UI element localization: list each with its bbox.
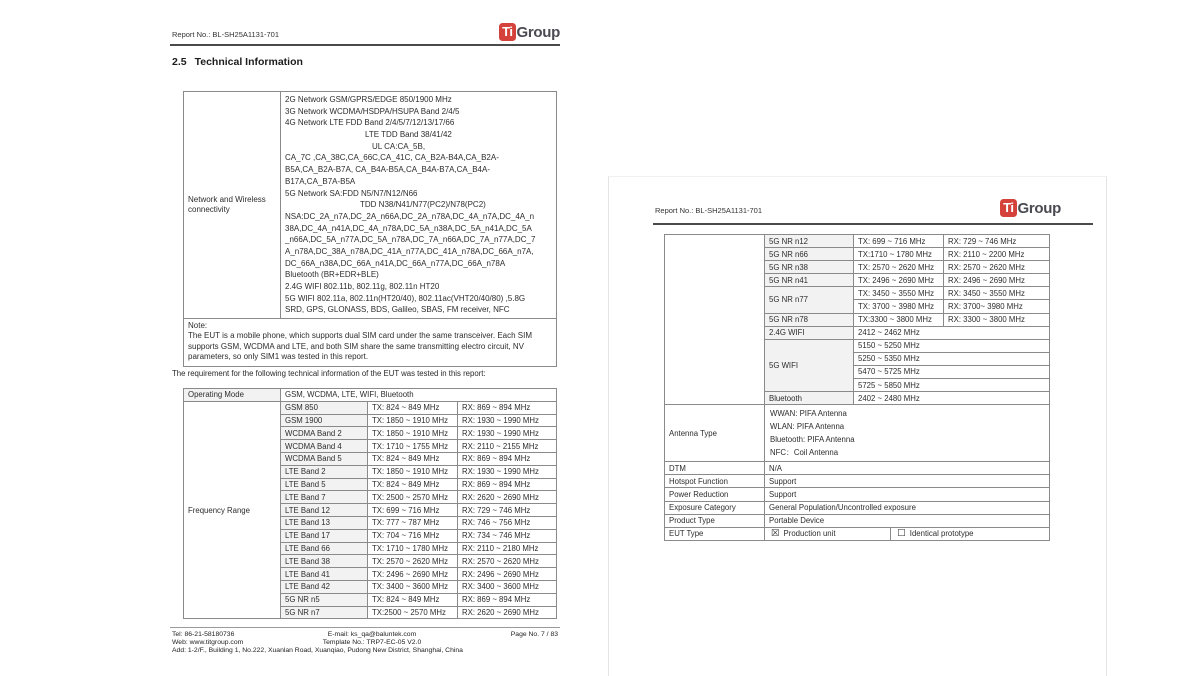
antenna-line: WLAN: PIFA Antenna	[770, 422, 845, 432]
band-cell: LTE Band 13	[281, 516, 368, 529]
info-value: N/A	[765, 462, 1050, 475]
connectivity-line: NSA:DC_2A_n7A,DC_2A_n66A,DC_2A_n78A,DC_4A_n7A,DC_4A_n	[285, 211, 535, 221]
tx-cell: TX: 2496 ~ 2690 MHz	[854, 274, 944, 287]
tx-cell: TX: 1710 ~ 1755 MHz	[368, 440, 458, 453]
footer-tel: Tel: 86-21-58180736	[172, 631, 235, 638]
eut-option-production-unit	[765, 528, 891, 540]
band-cell: 5G NR n5	[281, 593, 368, 606]
info-label: Power Reduction	[665, 488, 765, 501]
checkbox-unchecked-icon: ☐	[897, 527, 906, 539]
checkbox-checked-icon: ☒	[771, 527, 780, 539]
antenna-line: NFC：Coil Antenna	[770, 448, 839, 458]
tx-cell: TX: 699 ~ 716 MHz	[368, 504, 458, 517]
connectivity-line: B17A,CA_B7A-B5A	[285, 176, 356, 186]
tx-cell: TX: 1850 ~ 1910 MHz	[368, 465, 458, 478]
operating-mode-label: Operating Mode	[184, 389, 281, 402]
footer-page-number: Page No. 7 / 83	[510, 631, 558, 638]
tx-cell: TX: 824 ~ 849 MHz	[368, 593, 458, 606]
tx-cell: TX: 777 ~ 787 MHz	[368, 516, 458, 529]
footer-meta	[287, 631, 457, 647]
frequency-row	[665, 235, 1050, 248]
info-value: Support	[765, 475, 1050, 488]
requirement-text: The requirement for the following technical information of the EUT was tested in this report:	[172, 369, 486, 378]
eut-option-identical-prototype	[891, 528, 973, 540]
connectivity-line: 2G Network GSM/GPRS/EDGE 850/1900 MHz	[285, 95, 452, 104]
tx-cell: TX: 3400 ~ 3600 MHz	[368, 580, 458, 593]
eut-options-wrap	[765, 528, 1049, 540]
footer-address: Add: 1-2/F., Building 1, No.222, Xuanlan Road, Xuanqiao, Pudong New District, Shanghai, China	[172, 647, 463, 655]
frequency-range-continuation-cell	[665, 235, 765, 405]
footer-template-no: Template No.: TRP7-EC-05 V2.0	[322, 639, 422, 647]
info-label: Product Type	[665, 514, 765, 527]
tx-cell: TX:3300 ~ 3800 MHz	[854, 313, 944, 326]
connectivity-line: 2.4G WIFI 802.11b, 802.11g, 802.11n HT20	[285, 282, 440, 291]
band-cell: WCDMA Band 2	[281, 427, 368, 440]
rx-cell: RX: 2110 ~ 2200 MHz	[944, 248, 1050, 261]
rx-cell: RX: 3700~ 3980 MHz	[944, 300, 1050, 313]
tx-cell: TX: 824 ~ 849 MHz	[368, 401, 458, 414]
tx-cell: TX: 699 ~ 716 MHz	[854, 235, 944, 248]
rx-cell: RX: 869 ~ 894 MHz	[458, 593, 557, 606]
band-cell: LTE Band 12	[281, 504, 368, 517]
tx-cell: TX: 1850 ~ 1910 MHz	[368, 414, 458, 427]
range-value-cell: 5250 ~ 5350 MHz	[854, 352, 1050, 365]
connectivity-line: TDD N38/N41/N77(PC2)/N78(PC2)	[360, 200, 486, 210]
connectivity-line: DC_66A_n38A,DC_66A_n41A,DC_66A_n77A,DC_66A_n78A	[285, 258, 506, 268]
technical-information-table-continued	[664, 234, 1050, 541]
report-number: Report No.: BL-SH25A1131-701	[655, 206, 763, 215]
rx-cell: RX: 1930 ~ 1990 MHz	[458, 427, 557, 440]
note-cell	[184, 319, 557, 367]
rx-cell: RX: 3300 ~ 3800 MHz	[944, 313, 1050, 326]
logo-group-text: Group	[516, 23, 560, 41]
range-value-cell: 5470 ~ 5725 MHz	[854, 365, 1050, 378]
antenna-line: WWAN: PIFA Antenna	[770, 409, 847, 419]
info-row	[665, 405, 1050, 462]
band-cell: GSM 1900	[281, 414, 368, 427]
rx-cell: RX: 2620 ~ 2690 MHz	[458, 606, 557, 619]
rx-cell: RX: 2496 ~ 2690 MHz	[458, 568, 557, 581]
frequency-range-label: Frequency Range	[184, 401, 281, 619]
info-row	[665, 475, 1050, 488]
tx-cell: TX: 1710 ~ 1780 MHz	[368, 542, 458, 555]
header-divider	[653, 223, 1093, 225]
rx-cell: RX: 2496 ~ 2690 MHz	[944, 274, 1050, 287]
tx-cell: TX:2500 ~ 2570 MHz	[368, 606, 458, 619]
report-number: Report No.: BL-SH25A1131-701	[172, 30, 280, 39]
band-cell: 5G NR n41	[765, 274, 854, 287]
tx-cell: TX: 2570 ~ 2620 MHz	[368, 555, 458, 568]
connectivity-line: A_n78A,DC_38A_n78A,DC_41A_n77A,DC_41A_n78A,DC_66A_n7A,	[285, 246, 534, 256]
tx-cell: TX: 704 ~ 716 MHz	[368, 529, 458, 542]
frequency-range-table	[183, 388, 557, 619]
rx-cell: RX: 869 ~ 894 MHz	[458, 401, 557, 414]
info-row	[665, 488, 1050, 501]
antenna-line: Bluetooth: PIFA Antenna	[770, 435, 855, 445]
info-value: Portable Device	[765, 514, 1050, 527]
band-cell: LTE Band 2	[281, 465, 368, 478]
range-value-cell: 5150 ~ 5250 MHz	[854, 339, 1050, 352]
tx-cell: TX: 3700 ~ 3980 MHz	[854, 300, 944, 313]
note-title: Note:	[188, 321, 208, 331]
connectivity-line: B5A,CA_B2A-B7A, CA_B4A-B5A,CA_B4A-B7A,CA_B4A-	[285, 165, 490, 175]
connectivity-line: _n66A,DC_5A_n77A,DC_5A_n78A,DC_7A_n66A,DC_7A_n77A,DC_7	[285, 235, 536, 245]
band-cell: Bluetooth	[765, 392, 854, 405]
rx-cell: RX: 2110 ~ 2155 MHz	[458, 440, 557, 453]
tx-cell: TX:1710 ~ 1780 MHz	[854, 248, 944, 261]
report-page-7	[170, 0, 560, 675]
connectivity-line: 3G Network WCDMA/HSDPA/HSUPA Band 2/4/5	[285, 106, 460, 116]
tx-cell: TX: 2496 ~ 2690 MHz	[368, 568, 458, 581]
rx-cell: RX: 3450 ~ 3550 MHz	[944, 287, 1050, 300]
connectivity-row	[184, 92, 557, 319]
info-row	[665, 501, 1050, 514]
connectivity-values	[281, 92, 557, 319]
footer-divider	[170, 627, 560, 628]
connectivity-line: 5G WIFI 802.11a, 802.11n(HT20/40), 802.11ac(VHT20/40/80) ,5.8G	[285, 293, 526, 303]
section-title	[172, 56, 303, 68]
tx-cell: TX: 2500 ~ 2570 MHz	[368, 491, 458, 504]
band-cell: WCDMA Band 5	[281, 452, 368, 465]
band-cell: LTE Band 66	[281, 542, 368, 555]
rx-cell: RX: 2570 ~ 2620 MHz	[944, 261, 1050, 274]
tx-cell: TX: 2570 ~ 2620 MHz	[854, 261, 944, 274]
rx-cell: RX: 869 ~ 894 MHz	[458, 478, 557, 491]
connectivity-line: CA_7C ,CA_38C,CA_66C,CA_41C, CA_B2A-B4A,CA_B2A-	[285, 153, 499, 163]
info-label: Exposure Category	[665, 501, 765, 514]
logo-ti-mark: Ti	[1000, 199, 1016, 217]
rx-cell: RX: 734 ~ 746 MHz	[458, 529, 557, 542]
tigroup-logo	[1000, 199, 1061, 217]
band-cell: 5G NR n66	[765, 248, 854, 261]
info-row	[665, 462, 1050, 475]
section-title-text: Technical Information	[194, 56, 303, 68]
tx-cell: TX: 824 ~ 849 MHz	[368, 478, 458, 491]
band-cell: 5G NR n77	[765, 287, 854, 313]
frequency-row	[184, 401, 557, 414]
info-value: Support	[765, 488, 1050, 501]
rx-cell: RX: 729 ~ 746 MHz	[458, 504, 557, 517]
operating-mode-value: GSM, WCDMA, LTE, WIFI, Bluetooth	[281, 389, 557, 402]
band-cell: LTE Band 5	[281, 478, 368, 491]
rx-cell: RX: 729 ~ 746 MHz	[944, 235, 1050, 248]
connectivity-line: 5G Network SA:FDD N5/N7/N12/N66	[285, 188, 418, 198]
connectivity-line: 4G Network LTE FDD Band 2/4/5/7/12/13/17/66	[285, 118, 455, 128]
logo-ti-mark: Ti	[499, 23, 515, 41]
note-body: The EUT is a mobile phone, which supports dual SIM card under the same transceiver. Each SIM supports GSM, WCDMA and LTE, and both SIM share the same transmitting electro circuit, NV parameters, so only SIM1 was tested in this report.	[188, 331, 533, 362]
rx-cell: RX: 1930 ~ 1990 MHz	[458, 465, 557, 478]
info-value	[765, 405, 1050, 462]
band-cell: 5G NR n12	[765, 235, 854, 248]
note-row	[184, 319, 557, 367]
info-label: Antenna Type	[665, 405, 765, 462]
rx-cell: RX: 3400 ~ 3600 MHz	[458, 580, 557, 593]
band-cell: LTE Band 7	[281, 491, 368, 504]
rx-cell: RX: 2620 ~ 2690 MHz	[458, 491, 557, 504]
band-cell: 2.4G WIFI	[765, 326, 854, 339]
eut-option-label: Production unit	[783, 529, 836, 539]
connectivity-line: SRD, GPS, GLONASS, BDS, Galileo, SBAS, FM receiver, NFC	[285, 305, 510, 315]
range-value-cell: 2402 ~ 2480 MHz	[854, 392, 1050, 405]
header-divider	[170, 44, 560, 46]
connectivity-label: Network and Wireless connectivity	[184, 92, 281, 319]
tx-cell: TX: 824 ~ 849 MHz	[368, 452, 458, 465]
tigroup-logo	[499, 23, 560, 41]
rx-cell: RX: 869 ~ 894 MHz	[458, 452, 557, 465]
band-cell: 5G NR n78	[765, 313, 854, 326]
section-number: 2.5	[172, 56, 187, 68]
info-row	[665, 514, 1050, 527]
tx-cell: TX: 1850 ~ 1910 MHz	[368, 427, 458, 440]
connectivity-line: 38A,DC_4A_n41A,DC_4A_n78A,DC_5A_n38A,DC_5A_n41A,DC_5A	[285, 223, 532, 233]
connectivity-line: UL CA:CA_5B,	[372, 141, 426, 151]
connectivity-line: LTE TDD Band 38/41/42	[365, 130, 452, 140]
eut-option-label: Identical prototype	[909, 529, 974, 539]
rx-cell: RX: 2570 ~ 2620 MHz	[458, 555, 557, 568]
band-cell: LTE Band 38	[281, 555, 368, 568]
band-cell: LTE Band 17	[281, 529, 368, 542]
band-cell: 5G NR n38	[765, 261, 854, 274]
range-value-cell: 2412 ~ 2462 MHz	[854, 326, 1050, 339]
logo-group-text: Group	[1017, 199, 1061, 217]
operating-mode-row	[184, 389, 557, 402]
eut-type-options	[765, 527, 1050, 540]
band-cell: 5G NR n7	[281, 606, 368, 619]
info-label: DTM	[665, 462, 765, 475]
band-cell: LTE Band 42	[281, 580, 368, 593]
info-label: Hotspot Function	[665, 475, 765, 488]
tx-cell: TX: 3450 ~ 3550 MHz	[854, 287, 944, 300]
footer-web: Web: www.titgroup.com	[172, 639, 244, 647]
connectivity-line: Bluetooth (BR+EDR+BLE)	[285, 270, 379, 280]
band-cell: GSM 850	[281, 401, 368, 414]
footer-email: E-mail: ks_qa@baluntek.com	[327, 631, 417, 638]
technical-information-table	[183, 91, 557, 367]
range-value-cell: 5725 ~ 5850 MHz	[854, 379, 1050, 392]
band-cell: 5G WIFI	[765, 339, 854, 391]
rx-cell: RX: 2110 ~ 2180 MHz	[458, 542, 557, 555]
rx-cell: RX: 746 ~ 756 MHz	[458, 516, 557, 529]
rx-cell: RX: 1930 ~ 1990 MHz	[458, 414, 557, 427]
eut-type-row	[665, 527, 1050, 540]
band-cell: LTE Band 41	[281, 568, 368, 581]
info-value: General Population/Uncontrolled exposure	[765, 501, 1050, 514]
band-cell: WCDMA Band 4	[281, 440, 368, 453]
report-page-8	[608, 176, 1107, 676]
eut-type-label: EUT Type	[665, 527, 765, 540]
